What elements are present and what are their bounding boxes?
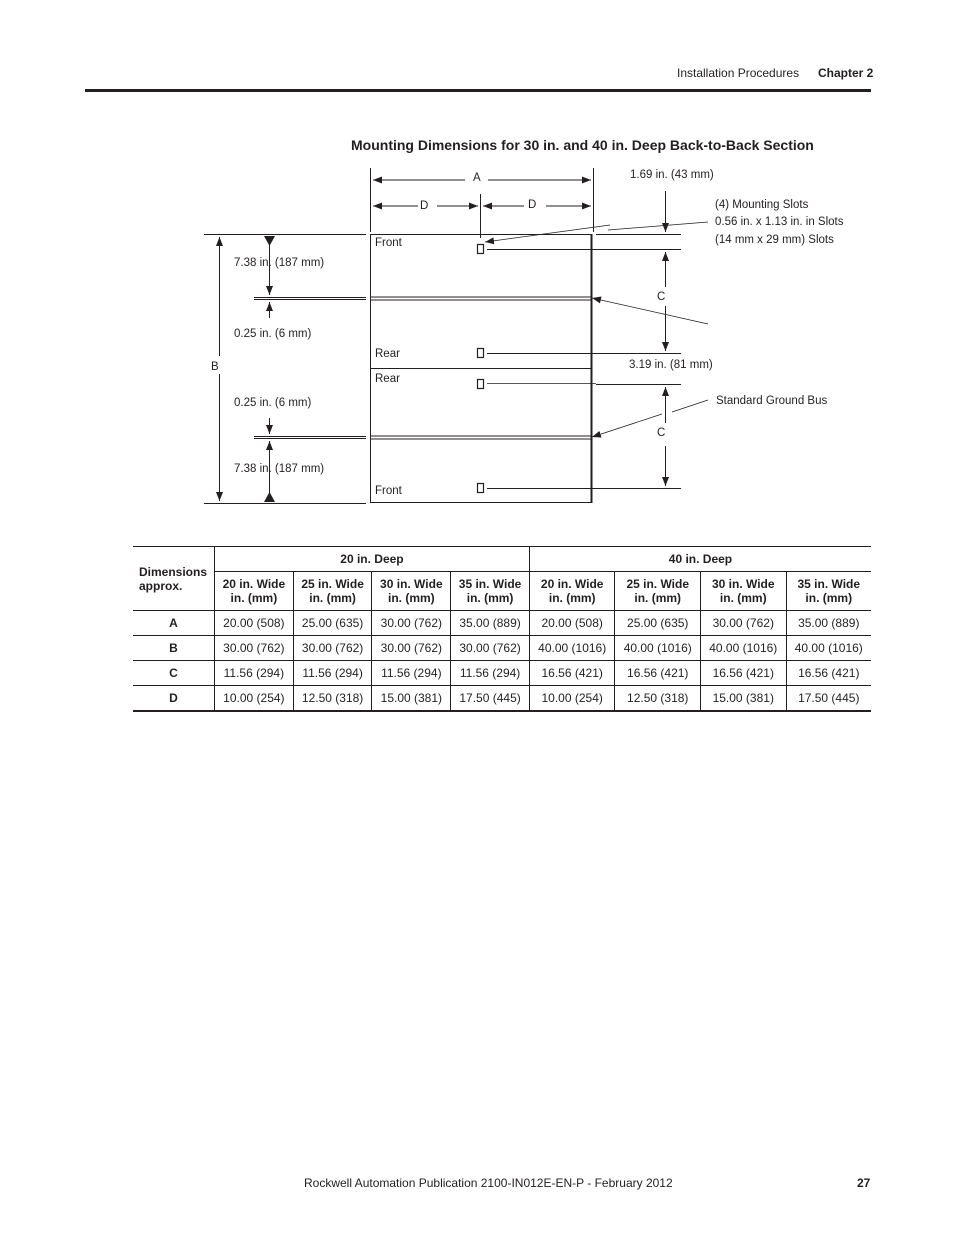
label-d-left: D [420,200,429,212]
figure-title: Mounting Dimensions for 30 in. and 40 in. Deep Back-to-Back Section [351,137,814,153]
dimension-d [373,194,591,238]
label-ground-bus: Standard Ground Bus [716,395,828,407]
column-header-unit: in. (mm) [466,591,514,605]
table-cell: 17.50 (445) [786,686,871,712]
label-mounting-slots-3: (14 mm x 29 mm) Slots [715,234,834,246]
table-cell: 10.00 (254) [529,686,615,712]
label-mounting-slots-1: (4) Mounting Slots [715,199,809,211]
table-row [133,686,871,712]
row-label: B [133,636,215,661]
column-header-width: 35 in. Wide [797,577,861,591]
column-header-width: 30 in. Wide [380,577,443,591]
table-cell: 30.00 (762) [372,611,451,636]
column-header [615,572,701,611]
mounting-slot-1 [478,245,484,254]
label-section-depth-top: 7.38 in. (187 mm) [234,257,325,269]
group-header-20-deep: 20 in. Deep [215,547,530,572]
column-header [701,572,787,611]
table-cell: 16.56 (421) [701,661,787,686]
table-cell: 12.50 (318) [293,686,372,712]
mounting-dimensions-diagram [0,0,954,540]
row-label: A [133,611,215,636]
label-b: B [211,361,219,373]
table-cell: 15.00 (381) [701,686,787,712]
table-cell: 40.00 (1016) [615,636,701,661]
table-cell: 11.56 (294) [372,661,451,686]
table-cell: 16.56 (421) [786,661,871,686]
column-header-unit: in. (mm) [719,591,767,605]
table-cell: 30.00 (762) [215,636,294,661]
table-row [133,636,871,661]
column-header [786,572,871,611]
label-mid-gap: 3.19 in. (81 mm) [629,359,713,371]
column-header-unit: in. (mm) [634,591,682,605]
column-header-unit: in. (mm) [309,591,356,605]
column-header [215,572,294,611]
table-cell: 25.00 (635) [615,611,701,636]
mounting-slot-3 [478,380,484,389]
label-c-top: C [657,291,666,303]
column-header-unit: in. (mm) [388,591,435,605]
column-header-width: 25 in. Wide [626,577,690,591]
table-cell: 17.50 (445) [451,686,530,712]
table-cell: 16.56 (421) [529,661,615,686]
dimension-a [371,168,594,232]
right-dimensions [487,191,681,489]
label-top-gap: 1.69 in. (43 mm) [630,169,714,181]
column-header-width: 25 in. Wide [301,577,364,591]
cabinet-outline [370,234,592,503]
table-cell: 30.00 (762) [701,611,787,636]
mounting-slot-2 [478,349,484,358]
dimensions-header-line1: Dimensions [139,564,208,579]
label-rear-bottom: Rear [375,373,400,385]
footer-publication: Rockwell Automation Publication 2100-IN012E-EN-P - February 2012 [304,1176,673,1190]
label-mounting-slots-2: 0.56 in. x 1.13 in. in Slots [715,216,844,228]
table-cell: 25.00 (635) [293,611,372,636]
label-c-bottom: C [657,427,666,439]
label-rear-top: Rear [375,348,400,360]
dimensions-header [133,547,215,611]
page-number: 27 [857,1176,871,1190]
label-bus-gap-top: 0.25 in. (6 mm) [234,328,312,340]
dimensions-table [133,546,871,712]
label-d-right: D [528,199,537,211]
running-header-chapter: Chapter 2 [818,66,874,80]
label-front-top: Front [375,237,402,249]
row-label: C [133,661,215,686]
table-cell: 35.00 (889) [786,611,871,636]
column-header-unit: in. (mm) [548,591,596,605]
table-cell: 30.00 (762) [451,636,530,661]
running-header-section: Installation Procedures [677,66,800,80]
table-cell: 16.56 (421) [615,661,701,686]
table-cell: 15.00 (381) [372,686,451,712]
dimensions-header-line2: approx. [139,578,183,593]
label-bus-gap-bottom: 0.25 in. (6 mm) [234,397,312,409]
table-cell: 40.00 (1016) [529,636,615,661]
table-cell: 20.00 (508) [529,611,615,636]
label-section-depth-bottom: 7.38 in. (187 mm) [234,463,325,475]
column-header [372,572,451,611]
column-header-unit: in. (mm) [230,591,278,605]
table-cell: 30.00 (762) [372,636,451,661]
column-header-width: 20 in. Wide [540,577,604,591]
column-header-width: 20 in. Wide [222,577,286,591]
table-cell: 11.56 (294) [293,661,372,686]
column-header [293,572,372,611]
table-cell: 40.00 (1016) [701,636,787,661]
table-cell: 11.56 (294) [451,661,530,686]
table-cell: 35.00 (889) [451,611,530,636]
column-header-width: 30 in. Wide [711,577,775,591]
column-header-width: 35 in. Wide [458,577,522,591]
table-cell: 20.00 (508) [215,611,294,636]
row-label: D [133,686,215,712]
table-row [133,611,871,636]
column-header-unit: in. (mm) [805,591,853,605]
mounting-slot-4 [478,484,484,493]
table-cell: 12.50 (318) [615,686,701,712]
group-header-40-deep: 40 in. Deep [529,547,871,572]
label-a: A [473,172,481,184]
table-cell: 10.00 (254) [215,686,294,712]
callout-leaders [485,222,708,437]
table-row [133,661,871,686]
column-header [529,572,615,611]
table-cell: 30.00 (762) [293,636,372,661]
column-header [451,572,530,611]
label-front-bottom: Front [375,485,402,497]
table-cell: 11.56 (294) [215,661,294,686]
table-cell: 40.00 (1016) [786,636,871,661]
